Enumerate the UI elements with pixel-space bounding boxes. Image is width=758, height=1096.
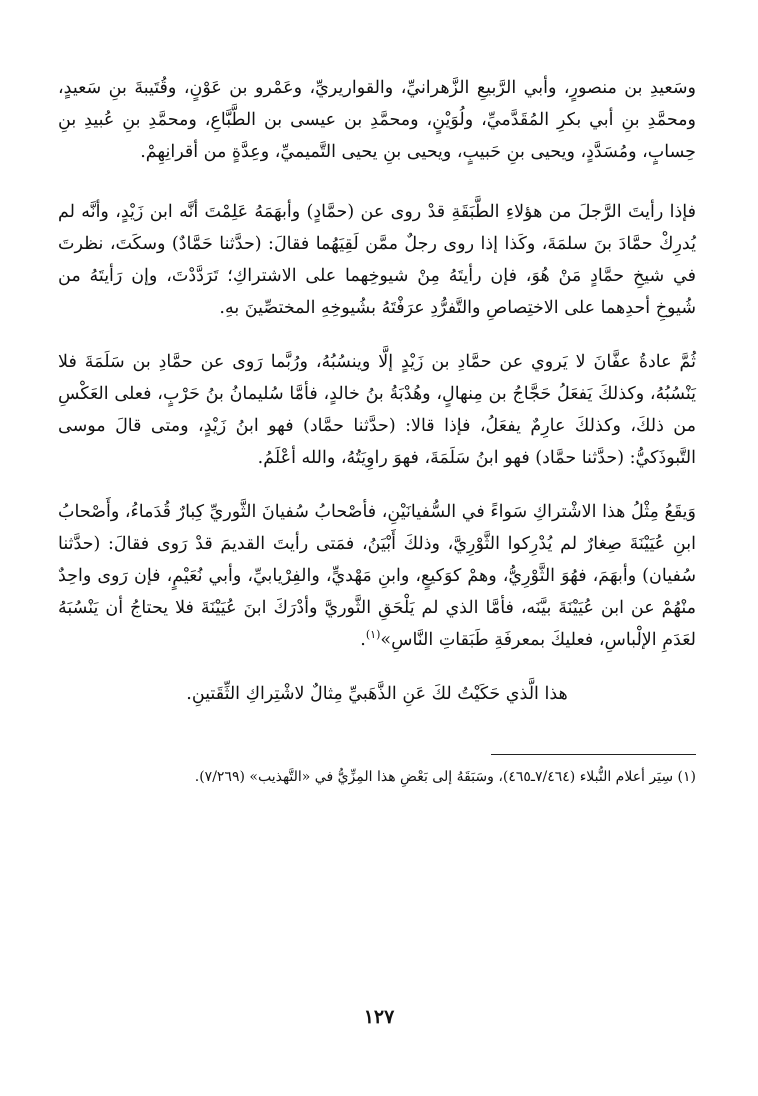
paragraph-narrators-list: وسَعيدِ بن منصورٍ، وأبي الرَّبيعِ الزَّهرانيِّ، والقواريريِّ، وعَمْرو بن عَوْنٍ، وقُتَيبةَ بنِ سَعيدٍ، ومحمَّدِ بنِ أبي بكرِ المُقَدَّميِّ، ولُوَيْنٍ، ومحمَّدِ بن عيسى بن الطَّبَّاعِ، ومحمَّدِ بنِ عُبيدِ بنِ حِسابٍ، ومُسَدَّدٍ، ويحيى بنِ حَبيبٍ، ويحيى بنِ يحيى التَّميميِّ، وعِدَّةٍ من أقرانِهِمْ. — [58, 78, 696, 162]
footnote: (١) سِيَر أعلام النُّبلاء (٧/٤٦٤ـ٤٦٥)، وسَبَقَهُ إلى بَعْضِ هذا المِزِّيُّ في «التَّهذيب» (٧/٢٦٩). — [194, 769, 696, 785]
footnote-reference: (١) — [365, 628, 381, 642]
page-number: ١٢٧ — [363, 1006, 395, 1028]
paragraph-affan-practice: ثُمَّ عادةُ عفَّانَ لا يَروي عن حمَّادِ بن زَيْدٍ إلَّا وينسُبُهُ، ورُبَّما رَوى عن حمَّادِ بن سَلَمَةَ فلا يَنْسُبُهُ، وكذلكَ يَفعَلُ حَجَّاجُ بن مِنهالٍ، وهُدْبَةُ بنُ خالدٍ، فأمَّا سُليمانُ بنُ حَرْبٍ، فعلى العَكْسِ من ذلكَ، وكذلكَ عارِمٌ يفعَلُ، فإذا قالا: (حدَّثنا حمَّاد) فهو ابنُ زَيْدٍ، ومتى قالَ موسى التَّبوذَكيُّ: (حدَّثنا حمَّاد) فهو ابنُ سَلَمَةَ، فهوَ راوِيَتُهُ، والله أعْلَمُ. — [58, 352, 696, 468]
paragraph-hammad-identification: فإذا رأيتَ الرَّجلَ من هؤلاءِ الطَّبَقَةِ قدْ روى عن (حمَّادٍ) وأبهَمَهُ عَلِمْتَ أنَّه ابن زَيْدٍ، وأنَّه لم يُدرِكْ حمَّادَ بنَ سلمَةَ، وكَذا إذا روى رجلٌ ممَّن لَقِيَهُما فقالَ: (حدَّثنا حَمَّادٌ) وسكَتَ، نظرتَ في شيخِ حمَّادٍ مَنْ هُوَ، فإن رأيتَهُ مِنْ شيوخِهما على الاشتراكِ؛ تَرَدَّدْتَ، وإن رَأيتَهُ من شُيوخِ أحدِهما على الاختِصاصِ والتَّفرُّدِ عرَفْتَهُ بشُيوخِهِ المختصِّينَ بهِ. — [58, 202, 696, 318]
footnote-divider — [491, 754, 696, 755]
paragraph-conclusion: هذا الَّذي حَكَيْتُ لكَ عَنِ الذَّهَبيِّ مِثالٌ لاشْتِراكِ الثِّقَتينِ. — [186, 684, 568, 704]
footnote-reference-tail: . — [360, 630, 366, 650]
paragraph-two-sufyans — [58, 496, 696, 656]
paragraph-two-sufyans-text: وَيقَعُ مِثْلُ هذا الاشْتراكِ سَواءً في السُّفيانَيْنِ، فأصْحابُ سُفيانَ الثَّوريِّ كِبارٌ قُدَماءُ، وأَصْحابُ ابنِ عُيَيْنَةَ صِغارٌ لم يُدْرِكوا الثَّوْرِيَّ، وذلكَ أَبْيَنُ، فمَتى رأيتَ القديمَ قدْ رَوى فقالَ: (حدَّثنا سُفيان) وأبهَمَ، فهُوَ الثَّوْرِيُّ، وهمْ كوَكيعٍ، وابنِ مَهْديٍّ، والفِرْيابيِّ، وأبي نُعَيْمٍ، فإن رَوى واحِدٌ منْهُمْ عن ابن عُيَيْنَةَ بيَّنَه، فأمَّا الذي لم يَلْحَقِ الثَّوريَّ وأدْرَكَ ابنَ عُيَيْنَةَ فلا يحتاجُ أن يَنْسُبَهُ لعَدَمِ الإلْباسِ، فعليكَ بمعرفَةِ طَبَقاتِ النَّاسِ» — [58, 502, 696, 650]
